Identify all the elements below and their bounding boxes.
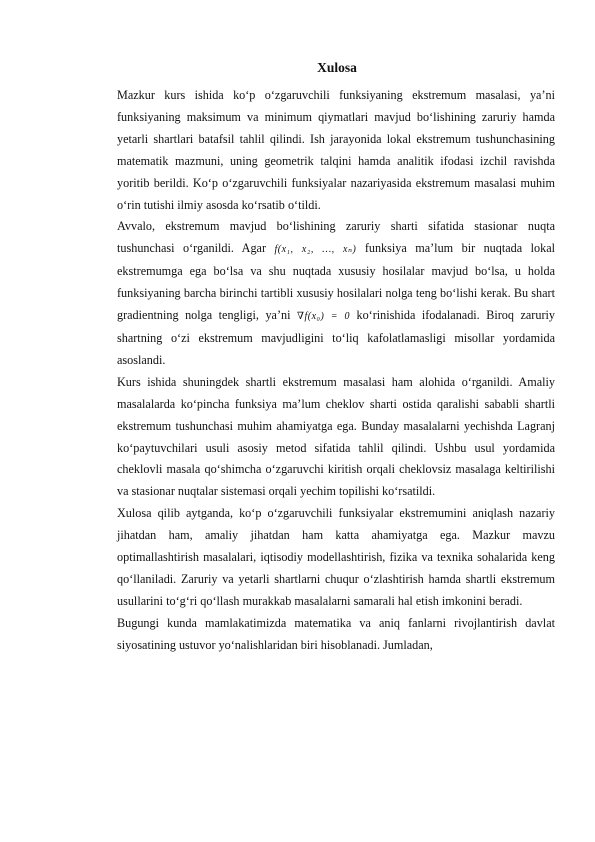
paragraph-5-text: Bugungi kunda mamlakatimizda matematika va aniq fanlarni rivojlantirish davlat siyosatining ustuvor yo‘nalishlaridan biri hisoblanadi. Jumladan, xyxy=(117,615,555,652)
paragraph-4-text: Xulosa qilib aytganda, ko‘p o‘zgaruvchili funksiyalar ekstremumini aniqlash nazariy jihatdan ham, amaliy jihatdan ham katta ahamiyatga ega. Mazkur mavzu optimallashtirish masalalari, iqtisodiy modellashtirish, fizika va texnika sohalarida keng qo‘llaniladi. Zaruriy va yetarli shartlarni chuqur o‘zlashtirish hamda shartli ekstremum usullarini to‘g‘ri qo‘llash murakkab masalalarni samarali hal etish imkonini beradi. xyxy=(117,506,555,608)
paragraph-4 xyxy=(117,503,555,613)
formula-function: f(x₁, x₂, …, xₙ) xyxy=(274,244,357,256)
paragraph-5 xyxy=(117,613,555,657)
paragraph-2 xyxy=(117,216,555,371)
paragraph-3-text: Kurs ishida shuningdek shartli ekstremum masalasi ham alohida o‘rganildi. Amaliy masalalarda ko‘pincha funksiya ma’lum cheklov sharti ostida qaralishi sababli shartli ekstremum tushunchasi muhim ahamiyatga ega. Bunday masalalarni yechishda Lagranj ko‘paytuvchilari usuli asosiy metod sifatida tahlil qilindi. Ushbu usul yordamida cheklovli masala qo‘shimcha o‘zgaruvchi kiritish orqali cheklovsiz masalaga keltirilishi va stasionar nuqtalar sistemasi orqali yechim topilishi ko‘rsatildi. xyxy=(117,374,555,499)
formula-gradient: ∇f(x₀) = 0 xyxy=(296,311,350,323)
paragraph-2-text-a: Avvalo, ekstremum mavjud bo‘lishining zaruriy sharti sifatida stasionar nuqta tushunchasi o‘rganildi. Agar xyxy=(117,219,555,256)
document-body xyxy=(117,85,555,657)
paragraph-1-text: Mazkur kurs ishida ko‘p o‘zgaruvchili funksiyaning ekstremum masalasi, ya’ni funksiyaning maksimum va minimum qiymatlari mavjud bo‘lishining zaruriy hamda yetarli shartlari batafsil tahlil qilindi. Ish jarayonida lokal ekstremum tushunchasining matematik mazmuni, uning geometrik talqini hamda analitik ifodasi izchil ravishda yoritib berildi. Ko‘p o‘zgaruvchili funksiyalar nazariyasida ekstremum masalasi muhim o‘rin tutishi ilmiy asosda ko‘rsatib o‘tildi. xyxy=(117,88,555,212)
paragraph-2-text-c: ko‘rinishida ifodalanadi. Biroq zaruriy shartning o‘zi ekstremum mavjudligini to‘liq kafolatlamasligi misollar yordamida asoslandi. xyxy=(117,308,555,367)
paragraph-1 xyxy=(117,85,555,216)
page-title: Xulosa xyxy=(317,60,357,75)
paragraph-2-text-b: funksiya ma’lum bir nuqtada lokal ekstremumga ega bo‘lsa va shu nuqtada xususiy hosilalar mavjud bo‘lsa, u holda funksiyaning barcha birinchi tartibli xususiy hosilalari nolga teng bo‘lishi kerak. Bu shart gradientning nolga tengligi, ya’ni xyxy=(117,241,555,323)
paragraph-3 xyxy=(117,372,555,503)
